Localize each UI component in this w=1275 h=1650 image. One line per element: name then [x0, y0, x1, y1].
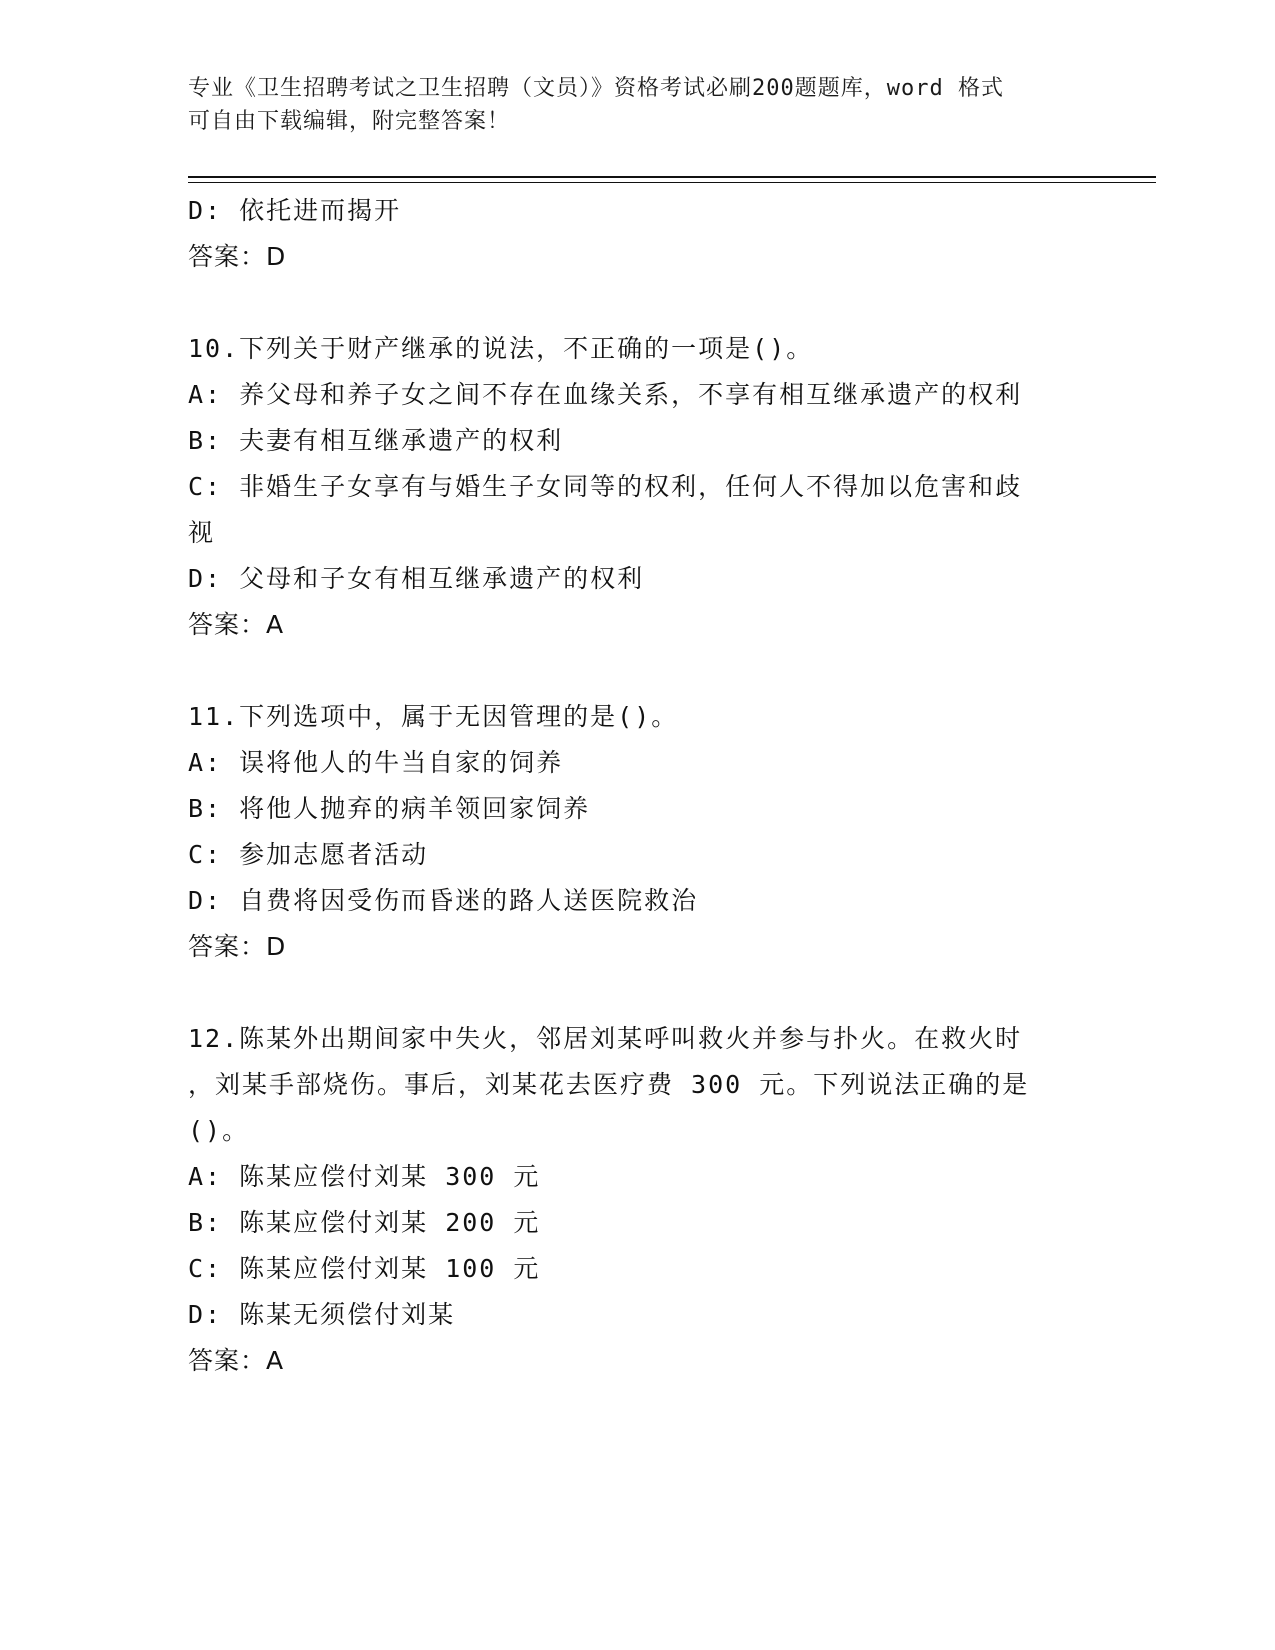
- question-stem-continued: ()。: [188, 1116, 250, 1145]
- option-a: A: 陈某应偿付刘某 300 元: [188, 1162, 541, 1191]
- document-header: [188, 72, 1088, 138]
- answer-label: 答案：A: [188, 610, 285, 639]
- option-c: C: 非婚生子女享有与婚生子女同等的权利，任何人不得加以危害和歧: [188, 472, 1023, 501]
- question-content: [188, 188, 1088, 1384]
- question-stem-continued: ，刘某手部烧伤。事后，刘某花去医疗费 300 元。下列说法正确的是: [188, 1070, 1030, 1099]
- header-divider-thin: [188, 182, 1156, 183]
- option-b: B: 将他人抛弃的病羊领回家饲养: [188, 794, 591, 823]
- header-divider-thick: [188, 176, 1156, 178]
- header-title-line2: 可自由下载编辑，附完整答案！: [188, 109, 511, 134]
- spacer: [188, 280, 1088, 326]
- option-a: A: 养父母和养子女之间不存在血缘关系，不享有相互继承遗产的权利: [188, 380, 1023, 409]
- question-stem: 12.陈某外出期间家中失火，邻居刘某呼叫救火并参与扑火。在救火时: [188, 1024, 1023, 1053]
- option-b: B: 陈某应偿付刘某 200 元: [188, 1208, 541, 1237]
- question-stem: 11.下列选项中，属于无因管理的是()。: [188, 702, 679, 731]
- option-a: A: 误将他人的牛当自家的饲养: [188, 748, 564, 777]
- spacer: [188, 970, 1088, 1016]
- option-d: D: 父母和子女有相互继承遗产的权利: [188, 564, 645, 593]
- question-12: [188, 1016, 1088, 1384]
- option-b: B: 夫妻有相互继承遗产的权利: [188, 426, 564, 455]
- answer-label: 答案：D: [188, 932, 287, 961]
- answer-label: 答案：D: [188, 242, 287, 271]
- option-d: D: 依托进而揭开: [188, 196, 402, 225]
- question-stem: 10.下列关于财产继承的说法，不正确的一项是()。: [188, 334, 814, 363]
- option-d: D: 陈某无须偿付刘某: [188, 1300, 456, 1329]
- question-10: [188, 326, 1088, 648]
- spacer: [188, 648, 1088, 694]
- question-11: [188, 694, 1088, 970]
- option-c-continued: 视: [188, 518, 216, 547]
- header-title-line1: 专业《卫生招聘考试之卫生招聘（文员）》资格考试必刷200题题库，word 格式: [188, 76, 1004, 101]
- answer-label: 答案：A: [188, 1346, 285, 1375]
- option-c: C: 陈某应偿付刘某 100 元: [188, 1254, 541, 1283]
- option-d: D: 自费将因受伤而昏迷的路人送医院救治: [188, 886, 699, 915]
- previous-question-tail: [188, 188, 1088, 280]
- option-c: C: 参加志愿者活动: [188, 840, 429, 869]
